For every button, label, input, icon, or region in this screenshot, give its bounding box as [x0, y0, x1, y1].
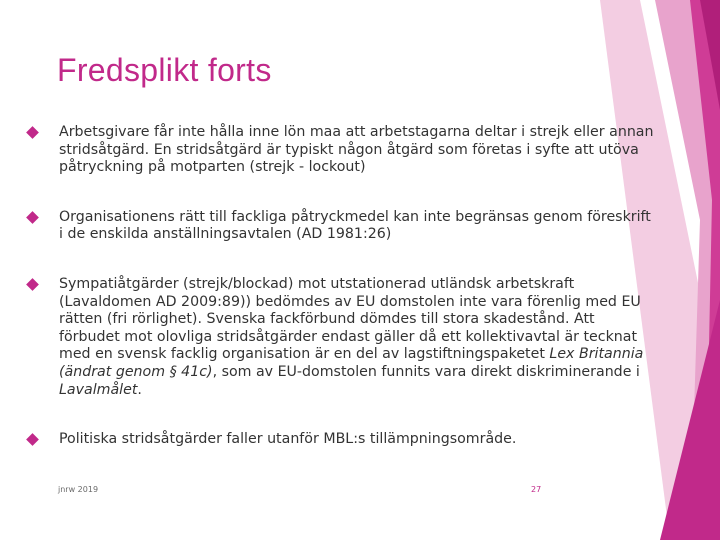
bullet-text: Sympatiåtgärder (strejk/blockad) mot utstationerad utländsk arbetskraft (Lavaldomen AD 2009:89)) bedömdes av EU domstolen inte vara förenlig med EU rätten (fri rörlighet). Svenska fackförbund dömdes till stora skadestånd. Att förbudet mot olovliga stridsåtgärder endast gäller då ett kollektivavtal är tecknat med en svensk facklig organisation är en del av lagstiftningspaketet [59, 275, 641, 363]
bullet-item [24, 124, 654, 177]
diamond-bullet-icon [26, 126, 39, 139]
page-number: 27 [531, 485, 542, 494]
diamond-bullet-icon [26, 211, 39, 224]
bullet-italic-lex-britannia: Lex Britannia (ändrat genom § 41c) [59, 346, 644, 380]
bullet-text-end: . [137, 381, 142, 398]
diamond-bullet-icon [26, 278, 39, 291]
diamond-bullet-icon [26, 433, 39, 446]
bullet-text: Arbetsgivare får inte hålla inne lön maa att arbetstagarna deltar i strejk eller annan stridsåtgärd. En stridsåtgärd är typiskt någon åtgärd som företas i syfte att utöva påtryckning på motparten (strejk - lockout) [59, 124, 654, 176]
bullet-text: Organisationens rätt till fackliga påtryckmedel kan inte begränsas genom föreskrift i de enskilda anställningsavtalen (AD 1981:26) [59, 208, 651, 243]
bullet-item [24, 276, 654, 399]
bullet-text-middle: , som av EU-domstolen funnits vara direkt diskriminerande i [212, 363, 640, 380]
bullet-list [24, 124, 654, 449]
bullet-item [24, 209, 654, 244]
bullet-item [24, 431, 654, 449]
bullet-italic-lavalmalet: Lavalmålet [59, 381, 138, 398]
bullet-text: Politiska stridsåtgärder faller utanför MBL:s tillämpningsområde. [59, 431, 517, 448]
footer-author: jnrw 2019 [58, 485, 99, 494]
slide-title: Fredsplikt forts [57, 52, 272, 88]
